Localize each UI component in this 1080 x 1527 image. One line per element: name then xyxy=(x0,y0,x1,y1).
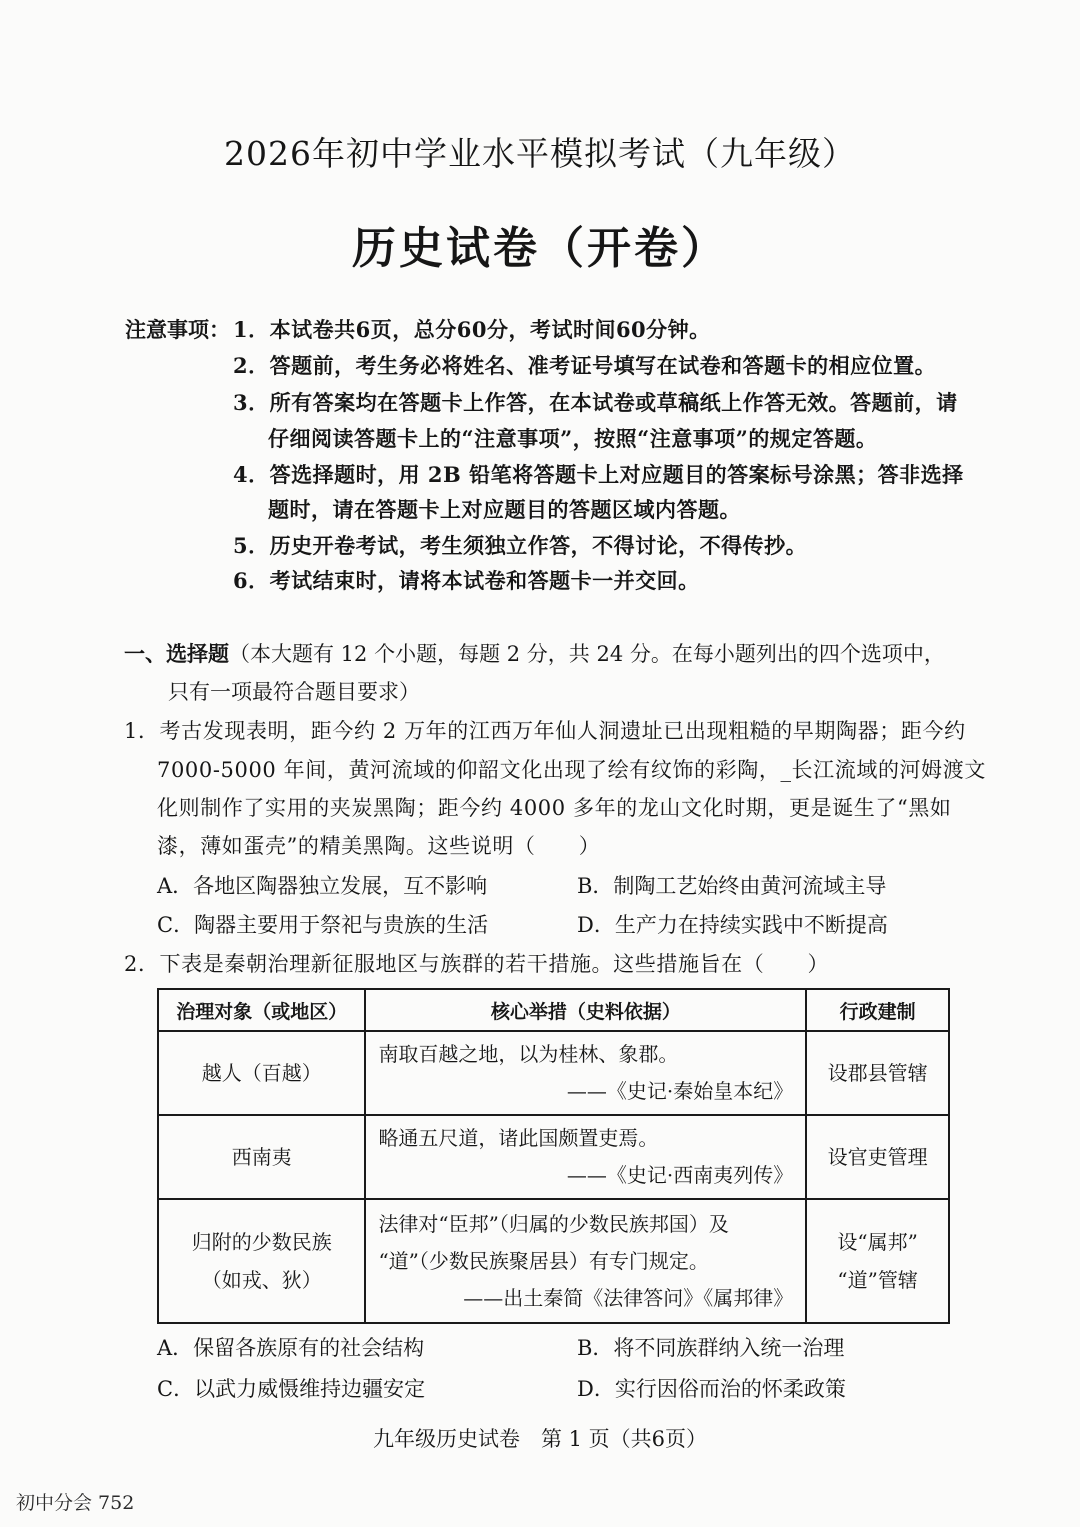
cell-line: 西南夷 xyxy=(231,1145,292,1169)
q2-table xyxy=(157,988,950,1324)
source-citation: ——《史记·秦始皇本纪》 xyxy=(566,1079,794,1103)
q2-option-a: A．保留各族原有的社会结构 xyxy=(157,1336,425,1360)
cell-line: 设郡县管辖 xyxy=(827,1061,928,1085)
q1-option-b: B．制陶工艺始终由黄河流域主导 xyxy=(577,874,887,898)
exam-title: 2026年初中学业水平模拟考试（九年级） xyxy=(224,134,856,173)
exam-subtitle: 历史试卷（开卷） xyxy=(352,223,728,274)
page-footer: 九年级历史试卷 第 1 页（共6页） xyxy=(372,1427,708,1451)
cell-line: （如戎、狄） xyxy=(201,1268,322,1292)
notice-item-cont: 仔细阅读答题卡上的“注意事项”，按照“注意事项”的规定答题。 xyxy=(268,426,878,451)
section-description-cont: 只有一项最符合题目要求） xyxy=(168,680,420,704)
notice-item: 5．历史开卷考试，考生须独立作答，不得讨论，不得传抄。 xyxy=(233,533,808,558)
source-citation: ——《史记·西南夷列传》 xyxy=(566,1163,794,1187)
table-cell-admin xyxy=(806,1031,949,1115)
cell-line: 略通五尺道，诸此国颇置吏焉。 xyxy=(378,1126,659,1150)
notice-item: 2．答题前，考生务必将姓名、准考证号填写在试卷和答题卡的相应位置。 xyxy=(233,353,937,378)
cell-line: “道”（少数民族聚居县）有专门规定。 xyxy=(378,1248,709,1273)
cell-line: 越人（百越） xyxy=(201,1061,322,1085)
table-header-row xyxy=(158,989,949,1031)
q1-stem-line: 漆，薄如蛋壳”的精美黑陶。这些说明（ ） xyxy=(157,834,601,858)
q1-option-c: C．陶器主要用于祭祀与贵族的生活 xyxy=(157,913,489,937)
cell-line: 法律对“臣邦”（归属的少数民族邦国）及 xyxy=(378,1211,729,1236)
table-row xyxy=(158,1031,949,1115)
table-cell-measure xyxy=(365,1031,806,1115)
cell-line: “道”管辖 xyxy=(837,1268,918,1292)
table-cell-target xyxy=(158,1115,365,1199)
table-cell-measure xyxy=(365,1199,806,1323)
q2-option-c: C．以武力威慑维持边疆安定 xyxy=(157,1377,426,1401)
table-header-cell: 核心举措（史料依据） xyxy=(365,989,806,1031)
notice-item: 4．答选择题时，用 2B 铅笔将答题卡上对应题目的答案标号涂黑；答非选择 xyxy=(233,462,964,487)
section-description: （本大题有 12 个小题，每题 2 分，共 24 分。在每小题列出的四个选项中， xyxy=(229,642,945,666)
table-row xyxy=(158,1115,949,1199)
table-header-cell: 行政建制 xyxy=(806,989,949,1031)
notice-item: 3．所有答案均在答题卡上作答，在本试卷或草稿纸上作答无效。答题前，请 xyxy=(233,390,958,415)
table-cell-admin xyxy=(806,1115,949,1199)
q2-stem: 2．下表是秦朝治理新征服地区与族群的若干措施。这些措施旨在（ ） xyxy=(124,952,830,976)
section-heading: 一、选择题 xyxy=(124,641,229,666)
q1-stem-line: 1．考古发现表明，距今约 2 万年的江西万年仙人洞遗址已出现粗糙的早期陶器；距今约 xyxy=(124,719,966,743)
notice-item: 6．考试结束时，请将本试卷和答题卡一并交回。 xyxy=(233,568,700,593)
section-heading-line xyxy=(124,638,945,668)
cell-line: 归附的少数民族 xyxy=(191,1230,332,1254)
notice-item-cont: 题时，请在答题卡上对应题目的答题区域内答题。 xyxy=(268,497,741,522)
q1-stem-line: 7000-5000 年间，黄河流域的仰韶文化出现了绘有纹饰的彩陶，_长江流域的河姆渡文 xyxy=(157,758,986,782)
q2-option-b: B．将不同族群纳入统一治理 xyxy=(577,1336,845,1360)
cell-line: 设官吏管理 xyxy=(827,1145,928,1169)
q2-option-d: D．实行因俗而治的怀柔政策 xyxy=(577,1377,846,1401)
table-cell-measure xyxy=(365,1115,806,1199)
notice-item: 1．本试卷共6页，总分60分，考试时间60分钟。 xyxy=(233,317,711,342)
table-header-cell: 治理对象（或地区） xyxy=(158,989,365,1031)
table-cell-target xyxy=(158,1031,365,1115)
source-citation: ——出土秦简《法律答问》《属邦律》 xyxy=(463,1285,794,1310)
cell-line: 设“属邦” xyxy=(837,1230,918,1254)
q1-option-a: A．各地区陶器独立发展，互不影响 xyxy=(157,874,488,898)
notice-label: 注意事项： xyxy=(125,317,230,342)
table-row xyxy=(158,1199,949,1323)
table-cell-admin xyxy=(806,1199,949,1323)
watermark: 初中分会 752 xyxy=(16,1492,135,1514)
table-cell-target xyxy=(158,1199,365,1323)
q1-stem-line: 化则制作了实用的夹炭黑陶；距今约 4000 多年的龙山文化时期，更是诞生了“黑如 xyxy=(157,796,952,820)
cell-line: 南取百越之地，以为桂林、象郡。 xyxy=(378,1042,679,1066)
q1-option-d: D．生产力在持续实践中不断提高 xyxy=(577,913,888,937)
